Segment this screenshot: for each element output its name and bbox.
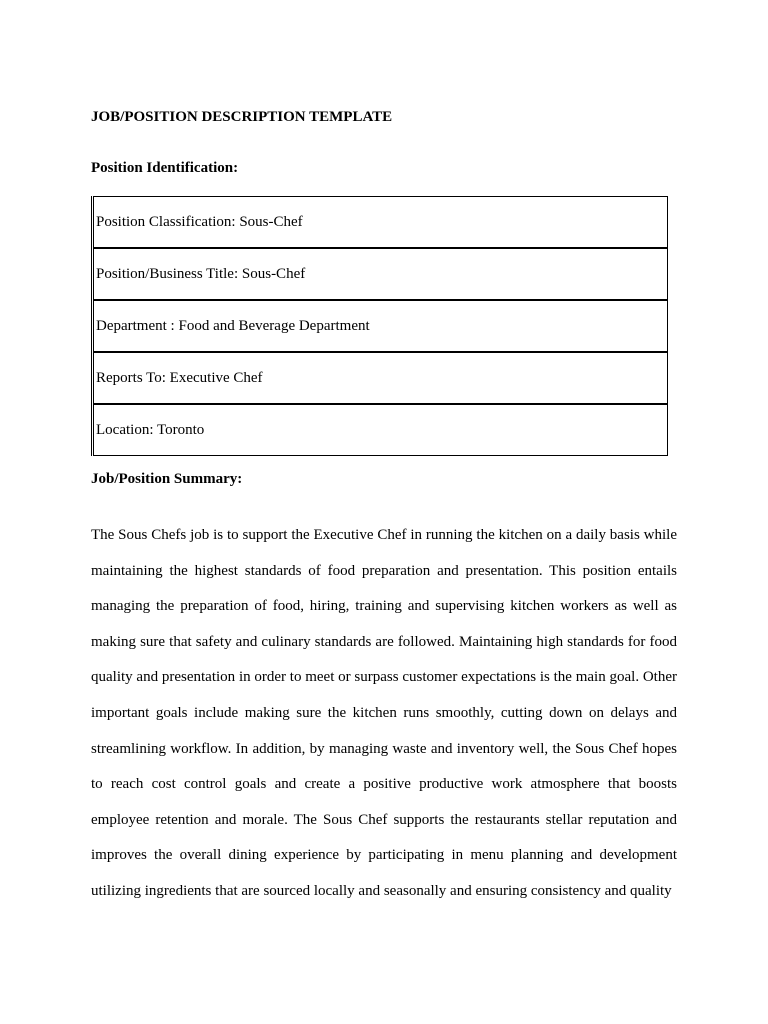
table-row (93, 248, 668, 300)
table-row (93, 404, 668, 456)
position-summary-heading: Job/Position Summary: (91, 471, 243, 487)
position-summary-paragraph: The Sous Chefs job is to support the Executive Chef in running the kitchen on a daily basis while maintaining the highest standards of food preparation and presentation. This position entails managing the preparation of food, hiring, training and supervising kitchen workers as well as making sure that safety and culinary standards are followed. Maintaining high standards for food quality and presentation in order to meet or surpass customer expectations is the main goal. Other important goals include making sure the kitchen runs smoothly, cutting down on delays and streamlining workflow. In addition, by managing waste and inventory well, the Sous Chef hopes to reach cost control goals and create a positive productive work atmosphere that boosts employee retention and morale. The Sous Chef supports the restaurants stellar reputation and improves the overall dining experience by participating in menu planning and development utilizing ingredients that are sourced locally and seasonally and ensuring consistency and quality (91, 527, 677, 899)
department-cell: Department : Food and Beverage Department (93, 300, 668, 352)
table-row (93, 352, 668, 404)
reports-to-cell: Reports To: Executive Chef (93, 352, 668, 404)
business-title-cell: Position/Business Title: Sous-Chef (93, 248, 668, 300)
position-classification-cell: Position Classification: Sous-Chef (93, 197, 668, 249)
document-title: JOB/POSITION DESCRIPTION TEMPLATE (91, 109, 393, 125)
table-row (93, 300, 668, 352)
position-identification-table (91, 196, 668, 456)
position-identification-heading: Position Identification: (91, 160, 239, 176)
location-cell: Location: Toronto (96, 421, 205, 438)
table-row (93, 197, 668, 249)
